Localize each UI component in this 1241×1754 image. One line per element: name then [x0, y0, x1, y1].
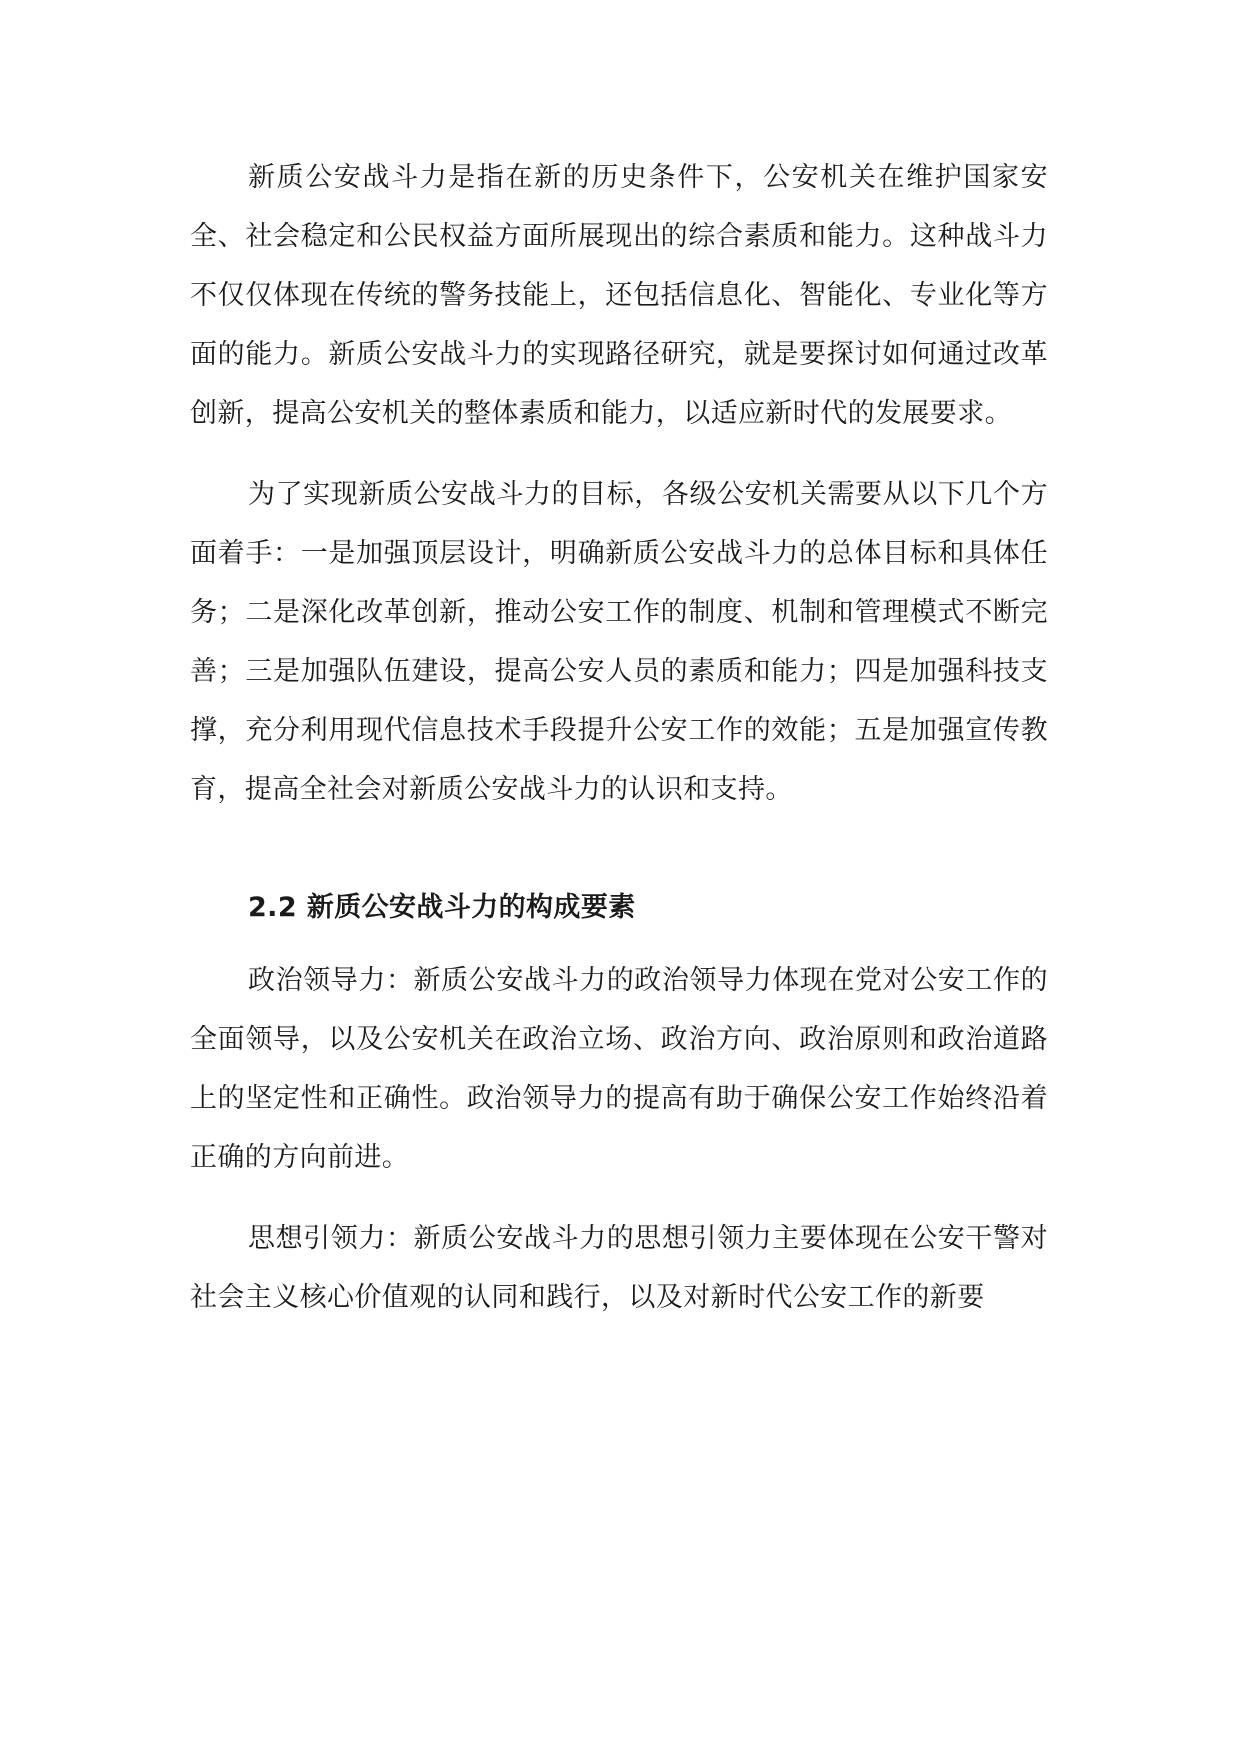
section-paragraph-2: 思想引领力：新质公安战斗力的思想引领力主要体现在公安干警对社会主义核心价值观的认同和践行，以及对新时代公安工作的新要	[190, 1223, 1048, 1313]
document-page	[190, 148, 1048, 1327]
body-paragraph-2: 为了实现新质公安战斗力的目标，各级公安机关需要从以下几个方面着手：一是加强顶层设计，明确新质公安战斗力的总体目标和具体任务；二是深化改革创新，推动公安工作的制度、机制和管理模式不断完善；三是加强队伍建设，提高公安人员的素质和能力；四是加强科技支撑，充分利用现代信息技术手段提升公安工作的效能；五是加强宣传教育，提高全社会对新质公安战斗力的认识和支持。	[190, 479, 1048, 805]
section-paragraph-1: 政治领导力：新质公安战斗力的政治领导力体现在党对公安工作的全面领导，以及公安机关在政治立场、政治方向、政治原则和政治道路上的坚定性和正确性。政治领导力的提高有助于确保公安工作始终沿着正确的方向前进。	[190, 965, 1048, 1173]
body-paragraph-1: 新质公安战斗力是指在新的历史条件下，公安机关在维护国家安全、社会稳定和公民权益方面所展现出的综合素质和能力。这种战斗力不仅仅体现在传统的警务技能上，还包括信息化、智能化、专业化等方面的能力。新质公安战斗力的实现路径研究，就是要探讨如何通过改革创新，提高公安机关的整体素质和能力，以适应新时代的发展要求。	[190, 162, 1048, 429]
section-heading: 2.2 新质公安战斗力的构成要素	[248, 892, 636, 923]
